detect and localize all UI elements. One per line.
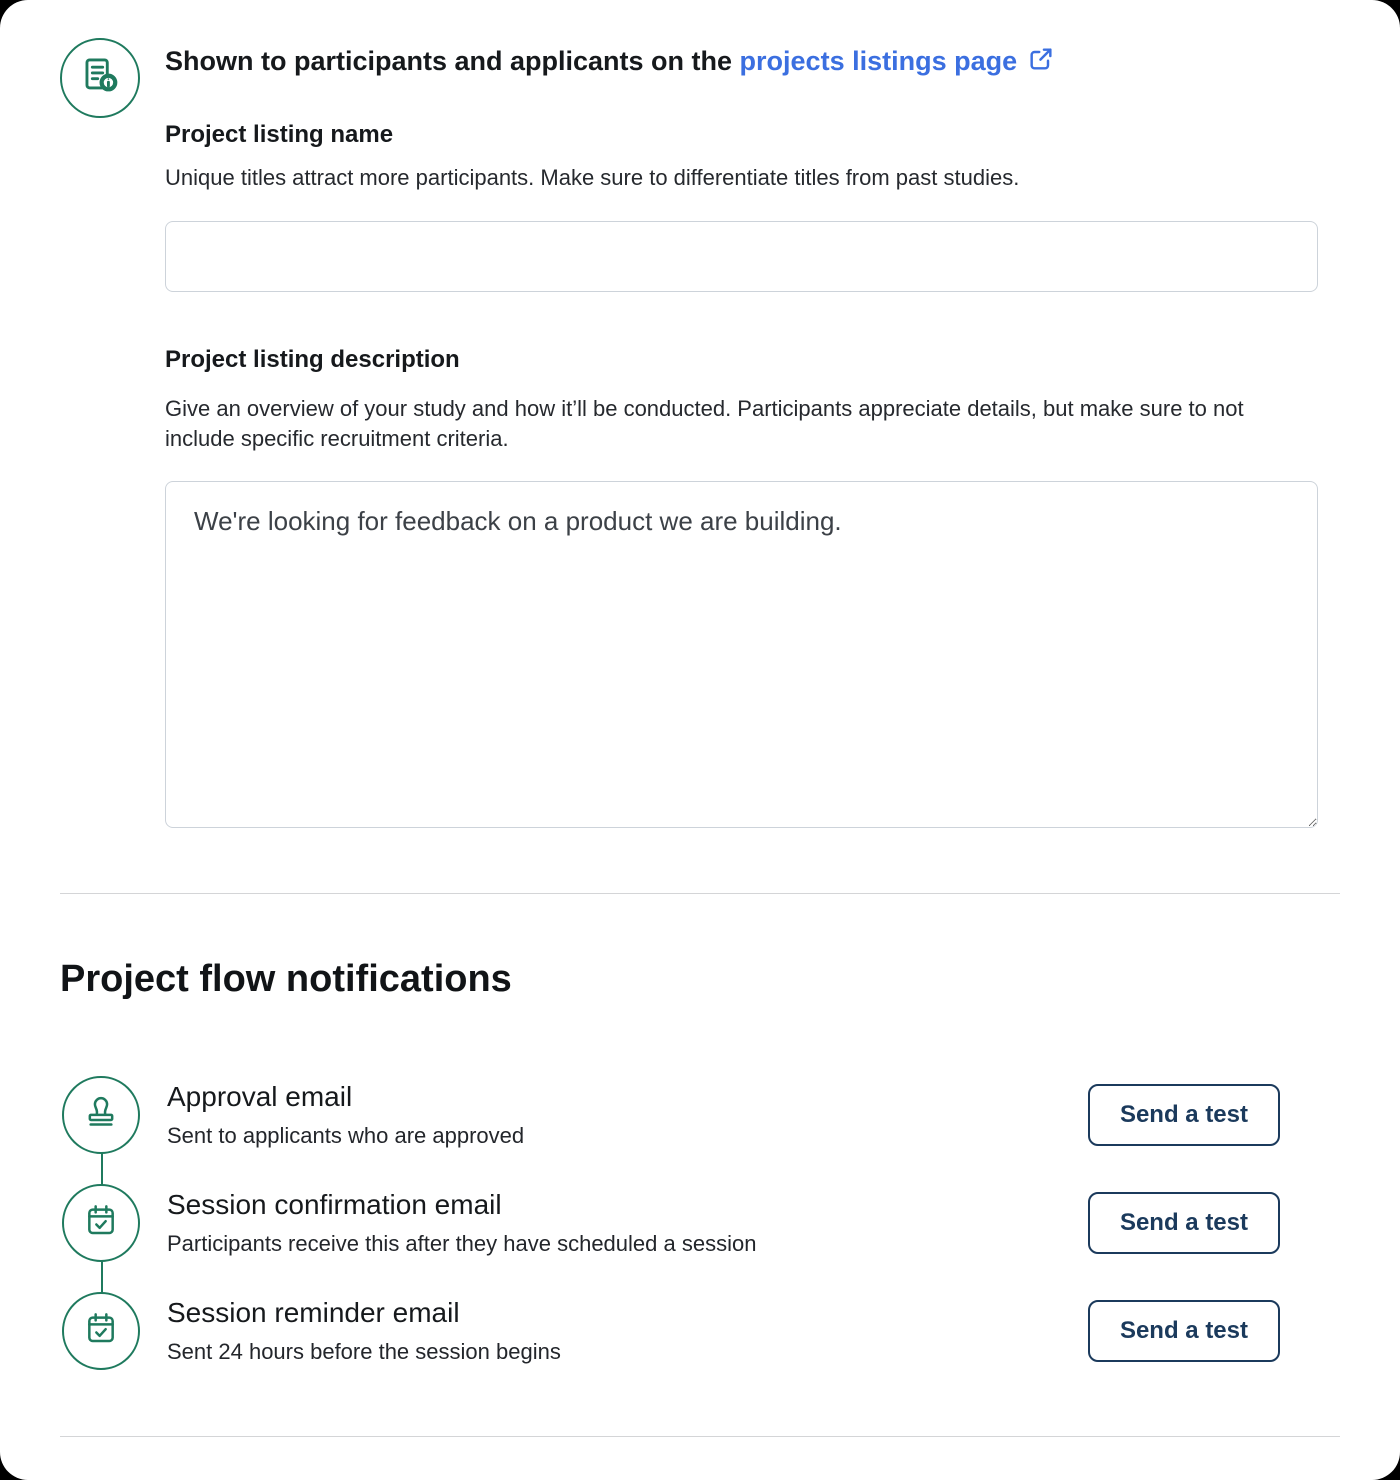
send-test-button-reminder[interactable]: Send a test [1088,1300,1280,1362]
notification-text [167,1296,1088,1366]
notification-description: Participants receive this after they have scheduled a session [167,1231,757,1256]
document-info-icon [77,53,123,104]
notification-row-session-reminder [62,1292,1340,1370]
send-test-button-confirmation[interactable]: Send a test [1088,1192,1280,1254]
listing-section-heading [165,44,1318,81]
session-reminder-badge [62,1292,140,1370]
external-link-icon [1027,45,1055,81]
notification-list [60,1076,1340,1370]
listing-details-content [165,38,1340,828]
name-field-label: Project listing name [165,121,394,148]
notification-description: Sent to applicants who are approved [167,1123,525,1148]
section-divider [60,893,1340,894]
project-flow-notifications-section [0,956,1400,1370]
calendar-check-icon [81,1201,121,1246]
project-listing-name-input[interactable] [165,221,1318,292]
description-field-helper: Give an overview of your study and how it’ll be conducted. Participants appreciate details, but make sure to not include specific recruitment criteria. [165,396,1244,451]
session-confirmation-badge [62,1184,140,1262]
notification-title: Session reminder email [167,1297,460,1328]
description-field-label: Project listing description [165,346,460,373]
notification-row-approval-email [62,1076,1340,1154]
section-icon-column [60,38,140,828]
name-field-helper: Unique titles attract more participants. Make sure to differentiate titles from past studies. [165,165,1020,190]
notifications-heading: Project flow notifications [60,958,512,1000]
stamp-icon [81,1093,121,1138]
notification-title: Approval email [167,1081,353,1112]
heading-text: Shown to participants and applicants on the [165,46,740,76]
listing-section-badge [60,38,140,118]
approval-email-badge [62,1076,140,1154]
calendar-check-icon [81,1309,121,1354]
notification-title: Session confirmation email [167,1189,502,1220]
projects-listings-page-link[interactable]: projects listings page [740,46,1056,76]
notification-description: Sent 24 hours before the session begins [167,1339,561,1364]
project-listing-description-textarea[interactable] [165,481,1318,828]
send-test-button-approval[interactable]: Send a test [1088,1084,1280,1146]
notification-row-session-confirmation [62,1184,1340,1262]
notification-text [167,1080,1088,1150]
notification-text [167,1188,1088,1258]
bottom-divider [60,1436,1340,1437]
